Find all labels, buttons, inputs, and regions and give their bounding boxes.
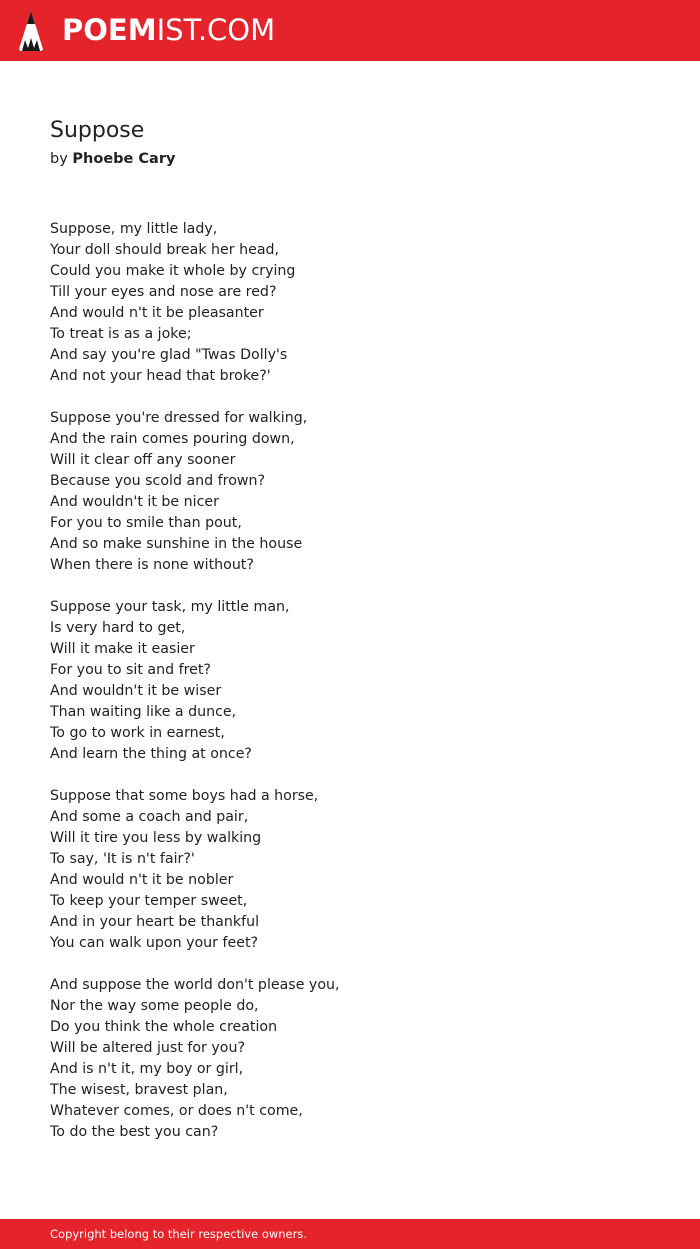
poem-stanza [50,597,650,765]
poem-line: Suppose, my little lady, [50,221,218,237]
logo-bold-text: POEM [62,13,157,47]
poem-stanza [50,786,650,954]
poem-line: Whatever comes, or does n't come, [50,1103,303,1119]
poem-stanza [50,975,650,1143]
poem-line: And wouldn't it be nicer [50,494,219,510]
poem-line: And suppose the world don't please you, [50,977,340,993]
poem-line: Your doll should break her head, [50,242,280,258]
poem-line: To say, 'It is n't fair?' [50,851,195,867]
poem-byline [50,149,175,169]
poem-line: And wouldn't it be wiser [50,683,222,699]
poem-line: Because you scold and frown? [50,473,266,489]
site-header [0,0,700,61]
poem-line: Till your eyes and nose are red? [50,284,277,300]
poem-body [50,219,650,1164]
poem-line: And would n't it be pleasanter [50,305,264,321]
poem-line: You can walk upon your feet? [50,935,259,951]
poem-line: To do the best you can? [50,1124,219,1140]
poem-line: Will be altered just for you? [50,1040,246,1056]
poem-author: Phoebe Cary [72,151,176,167]
pencil-tip-icon[interactable] [18,10,44,52]
poem-line: Will it clear off any sooner [50,452,236,468]
poem-line: And is n't it, my boy or girl, [50,1061,244,1077]
poem-line: And say you're glad "Twas Dolly's [50,347,288,363]
poem-line: Could you make it whole by crying [50,263,296,279]
poem-line: Will it tire you less by walking [50,830,262,846]
poem-line: And the rain comes pouring down, [50,431,295,447]
by-label: by [50,151,68,167]
poem-line: And learn the thing at once? [50,746,252,762]
poem-line: Suppose you're dressed for walking, [50,410,308,426]
site-footer [0,1219,700,1249]
poem-line: For you to sit and fret? [50,662,211,678]
poem-line: The wisest, bravest plan, [50,1082,228,1098]
poem-line: Do you think the whole creation [50,1019,278,1035]
poem-line: To keep your temper sweet, [50,893,248,909]
poem-line: Than waiting like a dunce, [50,704,237,720]
poem-line: To go to work in earnest, [50,725,225,741]
poem-line: And not your head that broke?' [50,368,271,384]
poem-stanza [50,408,650,576]
poem-line: Suppose that some boys had a horse, [50,788,319,804]
poem-line: When there is none without? [50,557,254,573]
poem-stanza [50,219,650,387]
copyright-text: Copyright belong to their respective owners. [50,1227,308,1241]
poem-line: Suppose your task, my little man, [50,599,290,615]
poem-line: And some a coach and pair, [50,809,249,825]
poem-title: Suppose [50,118,145,143]
poem-line: Will it make it easier [50,641,195,657]
poem-line: Nor the way some people do, [50,998,259,1014]
poem-line: Is very hard to get, [50,620,186,636]
poem-line: To treat is as a joke; [50,326,192,342]
logo-light-text: IST.COM [156,13,276,47]
poem-line: And so make sunshine in the house [50,536,303,552]
poem-line: And in your heart be thankful [50,914,260,930]
poem-line: For you to smile than pout, [50,515,242,531]
site-logo[interactable] [62,13,275,47]
poem-line: And would n't it be nobler [50,872,234,888]
